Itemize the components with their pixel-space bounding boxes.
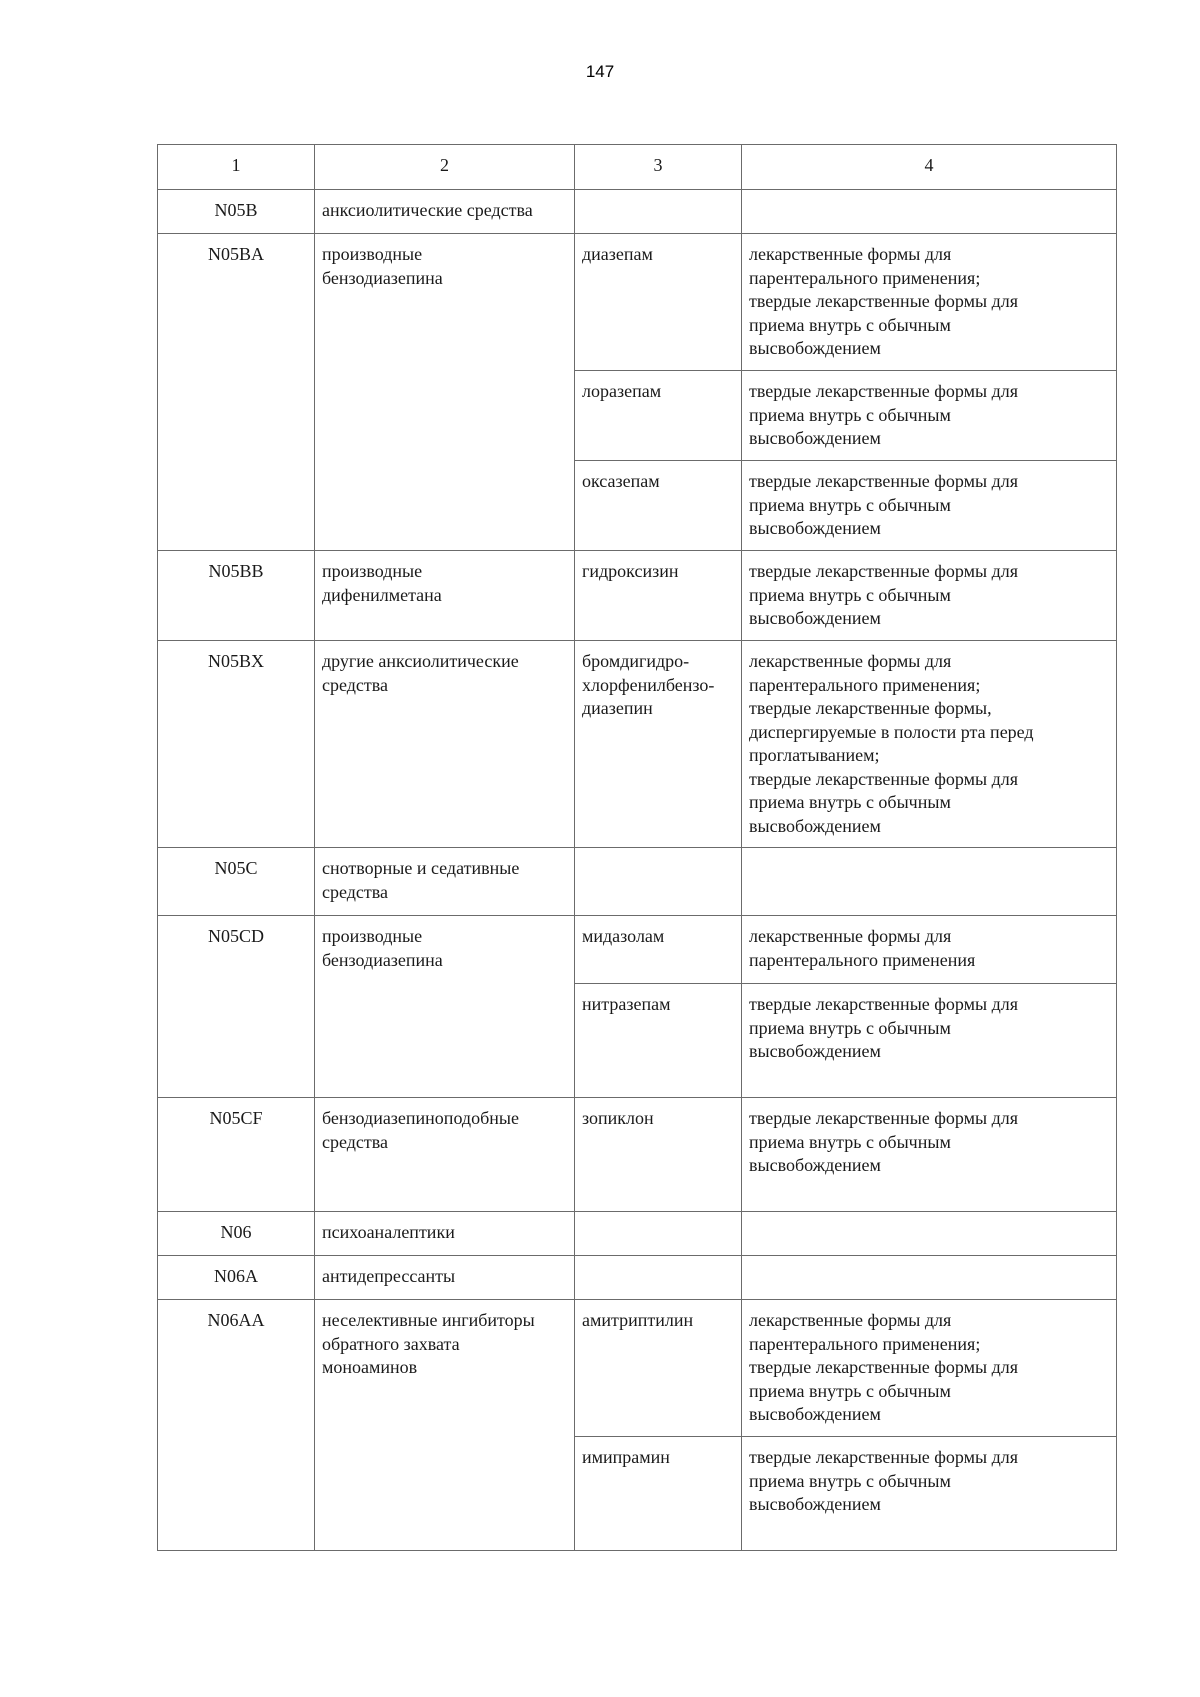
drug-name	[575, 1256, 742, 1300]
atc-code: N05BX	[158, 641, 315, 848]
dosage-form-line: лекарственные формы для	[749, 1310, 952, 1330]
atc-group	[315, 234, 575, 551]
drug-name: лоразепам	[575, 371, 742, 461]
dosage-form-line: приема внутрь с обычным	[749, 494, 951, 515]
atc-group	[315, 1098, 575, 1212]
dosage-form-line: твердые лекарственные формы для	[749, 768, 1019, 789]
dosage-form-line: приема внутрь с обычным	[749, 1380, 951, 1401]
dosage-form-line: приема внутрь с обычным	[749, 1131, 951, 1152]
drug-name: зопиклон	[575, 1098, 742, 1212]
atc-group: анксиолитические средства	[315, 190, 575, 234]
table-row	[158, 1212, 1117, 1256]
dosage-form-line: твердые лекарственные формы для	[749, 471, 1019, 491]
column-header-3: 3	[575, 145, 742, 190]
dosage-form-line: парентерального применения;	[749, 1333, 981, 1354]
atc-group-line: другие анксиолитические	[322, 651, 519, 671]
atc-group-line: бензодиазепиноподобные	[322, 1108, 519, 1128]
dosage-form	[742, 461, 1117, 551]
dosage-form-line: высвобождением	[749, 338, 881, 358]
atc-code: N05BA	[158, 234, 315, 551]
atc-code: N05CF	[158, 1098, 315, 1212]
atc-group-line: дифенилметана	[322, 584, 442, 605]
atc-group-line: средства	[322, 881, 389, 902]
table-row	[158, 190, 1117, 234]
dosage-form-line: твердые лекарственные формы для	[749, 994, 1019, 1014]
atc-code: N06	[158, 1212, 315, 1256]
drug-name	[575, 1212, 742, 1256]
dosage-form-line: лекарственные формы для	[749, 926, 952, 946]
atc-group-line: производные	[322, 244, 423, 264]
atc-group-line: снотворные и седативные	[322, 858, 520, 878]
dosage-form-line: твердые лекарственные формы для	[749, 381, 1019, 401]
atc-group	[315, 551, 575, 641]
dosage-form-line: твердые лекарственные формы,	[749, 698, 992, 718]
atc-group-line: производные	[322, 561, 423, 581]
atc-code: N05C	[158, 848, 315, 916]
dosage-form	[742, 234, 1117, 371]
dosage-form-line: парентерального применения;	[749, 674, 981, 695]
atc-group-line: бензодиазепина	[322, 267, 443, 288]
dosage-form-line: приема внутрь с обычным	[749, 584, 951, 605]
drug-name-line: хлорфенилбензо-	[582, 674, 715, 695]
drug-name: амитриптилин	[575, 1300, 742, 1437]
dosage-form-line: проглатыванием;	[749, 745, 880, 765]
dosage-form-line: приема внутрь с обычным	[749, 314, 951, 335]
atc-group-line: обратного захвата	[322, 1333, 460, 1354]
table-header-row	[158, 145, 1117, 190]
atc-code: N05CD	[158, 916, 315, 1098]
drug-name	[575, 848, 742, 916]
drug-name-line: бромдигидро-	[582, 651, 690, 671]
atc-group	[315, 916, 575, 1098]
dosage-form	[742, 1098, 1117, 1212]
table-row	[158, 1256, 1117, 1300]
page-number: 147	[585, 62, 615, 81]
atc-code: N05B	[158, 190, 315, 234]
dosage-form-line: лекарственные формы для	[749, 651, 952, 671]
dosage-form	[742, 1300, 1117, 1437]
dosage-form-line: высвобождением	[749, 1404, 881, 1424]
dosage-form-line: парентерального применения;	[749, 267, 981, 288]
atc-code: N06A	[158, 1256, 315, 1300]
drug-name-line: диазепин	[582, 698, 653, 718]
atc-group: антидепрессанты	[315, 1256, 575, 1300]
dosage-form-line: приема внутрь с обычным	[749, 1470, 951, 1491]
column-header-4: 4	[742, 145, 1117, 190]
atc-group	[315, 1300, 575, 1551]
dosage-form-line: высвобождением	[749, 608, 881, 628]
table-row	[158, 916, 1117, 984]
dosage-form-line: твердые лекарственные формы для	[749, 561, 1019, 581]
dosage-form-line: высвобождением	[749, 428, 881, 448]
table-row	[158, 641, 1117, 848]
atc-group	[315, 641, 575, 848]
dosage-form-line: приема внутрь с обычным	[749, 792, 951, 812]
atc-group-line: средства	[322, 674, 389, 695]
drug-name: имипрамин	[575, 1437, 742, 1551]
atc-group-line: бензодиазепина	[322, 949, 443, 970]
dosage-form	[742, 916, 1117, 984]
table-row	[158, 848, 1117, 916]
table-row	[158, 1300, 1117, 1437]
dosage-form-line: высвобождением	[749, 815, 881, 836]
table-row	[158, 234, 1117, 371]
atc-group-line: средства	[322, 1131, 389, 1152]
column-header-2: 2	[315, 145, 575, 190]
dosage-form	[742, 641, 1117, 848]
table-row	[158, 551, 1117, 641]
dosage-form	[742, 1212, 1117, 1256]
dosage-form-line: твердые лекарственные формы для	[749, 1447, 1019, 1467]
atc-group-line: неселективные ингибиторы	[322, 1310, 535, 1330]
drug-name: гидроксизин	[575, 551, 742, 641]
dosage-form-line: высвобождением	[749, 1155, 881, 1175]
dosage-form-line: приема внутрь с обычным	[749, 404, 951, 425]
drug-name: диазепам	[575, 234, 742, 371]
dosage-form	[742, 371, 1117, 461]
dosage-form-line: твердые лекарственные формы для	[749, 291, 1019, 311]
dosage-form	[742, 848, 1117, 916]
drug-table	[157, 144, 1117, 1551]
drug-name	[575, 190, 742, 234]
dosage-form	[742, 551, 1117, 641]
atc-group-line: производные	[322, 926, 423, 946]
dosage-form	[742, 1437, 1117, 1551]
dosage-form-line: диспергируемые в полости рта перед	[749, 721, 1034, 742]
dosage-form	[742, 190, 1117, 234]
atc-code: N06AA	[158, 1300, 315, 1551]
column-header-1: 1	[158, 145, 315, 190]
atc-group: психоаналептики	[315, 1212, 575, 1256]
dosage-form-line: твердые лекарственные формы для	[749, 1108, 1019, 1128]
dosage-form-line: парентерального применения	[749, 949, 976, 970]
dosage-form-line: приема внутрь с обычным	[749, 1017, 951, 1038]
dosage-form	[742, 984, 1117, 1098]
drug-name: мидазолам	[575, 916, 742, 984]
dosage-form-line: высвобождением	[749, 1041, 881, 1061]
dosage-form	[742, 1256, 1117, 1300]
dosage-form-line: лекарственные формы для	[749, 244, 952, 264]
drug-name: оксазепам	[575, 461, 742, 551]
drug-name	[575, 641, 742, 848]
atc-group	[315, 848, 575, 916]
dosage-form-line: высвобождением	[749, 518, 881, 538]
table-row	[158, 1098, 1117, 1212]
atc-code: N05BB	[158, 551, 315, 641]
drug-name: нитразепам	[575, 984, 742, 1098]
dosage-form-line: твердые лекарственные формы для	[749, 1357, 1019, 1377]
atc-group-line: моноаминов	[322, 1357, 418, 1377]
dosage-form-line: высвобождением	[749, 1494, 881, 1514]
